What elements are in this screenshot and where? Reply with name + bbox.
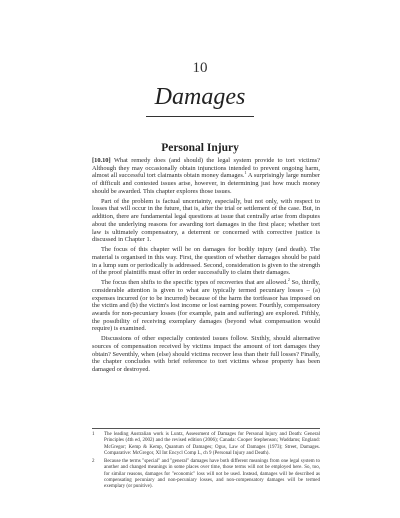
paragraph-text: The focus of this chapter will be on damages for bodily injury (and death). The material is organised in this way. First, the question of whether damages should be paid in a lump sum or periodically is addressed. Second, consideration is given to the strength of the proof plaintiffs must offer in order successfully to claim their damages. bbox=[92, 246, 320, 277]
footnote-text: Because the terms "special" and "general" damages have both different meanings from one legal system to another and changed meanings in some places over time, those terms will not be employed here. So, too, for similar reasons, damages for "economic" loss will not be used. Instead, damages will be described as compensating pecuniary and non-pecuniary losses, and non-compensatory damages will be termed exemplary (or punitive). bbox=[104, 459, 320, 490]
body-text bbox=[92, 157, 320, 376]
paragraph bbox=[92, 198, 320, 244]
footnote-number: 2 bbox=[92, 459, 95, 465]
footnote-text: The leading Australian work is Luntz, Assessment of Damages for Personal Injury and Death: General Principles (4th ed, 2002) and the revised edition (2006); Canada: Cooper Stephenson; Waddams; England: McGregor; Kemp & Kemp, Quantum of Damages; Ogus, Law of Damages (1973); Street, Damages. Comparative: McGregor, XI Int Encycl Comp L, ch 9 (Personal Injury and Death). bbox=[104, 432, 320, 456]
paragraph bbox=[92, 157, 320, 196]
footnote-ref[interactable]: 1 bbox=[244, 170, 247, 176]
paragraph-text: The focus then shifts to the specific types of recoveries that are allowed. bbox=[101, 279, 288, 287]
paragraph bbox=[92, 276, 320, 333]
paragraph bbox=[92, 335, 320, 374]
chapter-number: 10 bbox=[192, 60, 208, 76]
chapter-title: Damages bbox=[154, 84, 246, 110]
footnote bbox=[92, 459, 320, 490]
paragraph-text: What remedy does (and should) the legal system provide to tort victims? Although they may occasionally obtain injunctions intended to prevent ongoing harm, almost all successful tort claimants obtain money damages. bbox=[92, 157, 320, 180]
paragraph-text: Part of the problem is factual uncertainty, especially, but not only, with respect to losses that will occur in the future, that is, after the trial or settlement of the case. But, in addition, there are fundamental legal questions at issue that centrally arise from disputes about the underlying reasons for awarding tort damages in the first place; whether tort law is ultimately compensatory, a deterrent or concerned with corrective justice is discussed in Chapter 1. bbox=[92, 197, 320, 244]
paragraph-text: A surprisingly large number of difficult and contested issues arise, however, in determining just how much money should be awarded. This chapter explores those issues. bbox=[92, 172, 320, 195]
footnote bbox=[92, 432, 320, 457]
footnotes bbox=[92, 432, 320, 493]
section-heading: Personal Injury bbox=[161, 142, 239, 154]
paragraph bbox=[92, 246, 320, 277]
footnote-rule bbox=[92, 428, 320, 429]
paragraph-number: [10.10] bbox=[92, 157, 111, 164]
paragraph-text: So, thirdly, considerable attention is given to what are typically termed pecuniary losses – (a) expenses incurred (or to be incurred) because of the harm the tortfeasor has imposed on the victim and (b) the victim's lost income or lost earning power. Fourthly, compensatory awards for non-pecuniary losses (for example, pain and suffering) are explored. Fifthly, the possibility of receiving exemplary damages (beyond what compensation would require) is examined. bbox=[92, 279, 320, 333]
title-rule bbox=[146, 116, 254, 117]
paragraph-text: Discussions of other especially contested issues follow. Sixthly, should alternative sources of compensation received by victims impact the amount of tort damages they obtain? Seventhly, when (else) should victims recover less than their full losses? Finally, the chapter concludes with brief reference to tort victims whose property has been damaged or destroyed. bbox=[92, 335, 320, 374]
footnote-number: 1 bbox=[92, 432, 95, 437]
footnote-ref[interactable]: 2 bbox=[287, 276, 290, 282]
